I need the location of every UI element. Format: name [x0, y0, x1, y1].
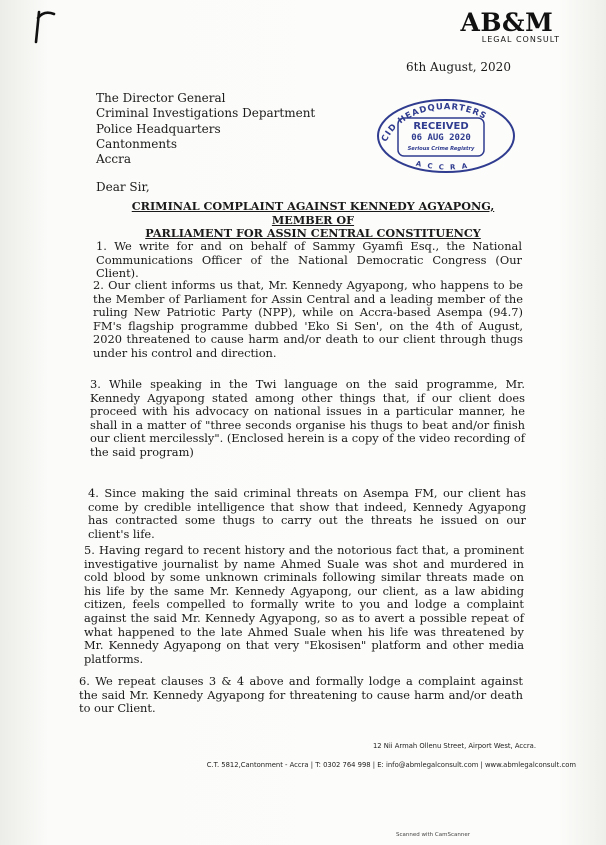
subject-line: CRIMINAL COMPLAINT AGAINST KENNEDY AGYAPONG, MEMBER OF [131, 199, 495, 227]
stamp-top-text: CID HEADQUARTERS [379, 102, 489, 144]
recipient-address [96, 91, 315, 167]
logo-tagline: LEGAL CONSULT [481, 35, 560, 44]
subject-heading [103, 200, 523, 241]
scanner-watermark: Scanned with CamScanner [396, 832, 470, 838]
stamp-date: 06 AUG 2020 [411, 133, 471, 143]
paragraph-1: 1. We write for and on behalf of Sammy Gyamfi Esq., the National Communications Officer of the National Democratic Congress (Our Client). [96, 239, 522, 281]
paragraph-5: 5. Having regard to recent history and the notorious fact that, a prominent investigative journalist by name Ahmed Suale was shot and murdered in cold blood by some unknown criminals following similar threats made on his life by the same Mr. Kennedy Agyapong, our client, as a law abiding citizen, feels compelled to formally write to you and lodge a complaint against the said Mr. Kennedy Agyapong, so as to avert a possible repeat of what happened to the late Ahmed Suale when his life was threatened by Mr. Kennedy Agyapong on that very "Ekosisen" platform and other media platforms. [84, 543, 524, 666]
stamp-registry: Serious Crime Registry [407, 146, 475, 152]
recipient-line: The Director General [96, 91, 226, 105]
footer-contacts: C.T. 5812,Cantonment - Accra | T: 0302 764 998 | E: info@abmlegalconsult.com | www.abmlegalconsult.com [206, 761, 576, 769]
handwritten-mark [30, 8, 58, 44]
paragraph-4: 4. Since making the said criminal threats on Asempa FM, our client has come by credible intelligence that show that indeed, Kennedy Agyapong has contracted some thugs to carry out the threats he issued on our client's life. [88, 486, 526, 541]
letter-date: 6th August, 2020 [406, 60, 511, 74]
paragraph-2: 2. Our client informs us that, Mr. Kennedy Agyapong, who happens to be the Member of Parliament for Assin Central and a leading member of the ruling New Patriotic Party (NPP), while on Accra-based Asempa (94.7) FM's flagship programme dubbed 'Eko Si Sen', on the 4th of August, 2020 threatened to cause harm and/or death to our client through thugs under his control and direction. [93, 278, 523, 360]
stamp-received: RECEIVED [413, 121, 469, 132]
paragraph-6: 6. We repeat clauses 3 & 4 above and formally lodge a complaint against the said Mr. Kennedy Agyapong for threatening to cause harm and/or death to our Client. [79, 674, 523, 716]
salutation: Dear Sir, [96, 180, 150, 194]
received-stamp [370, 96, 518, 176]
paragraph-3: 3. While speaking in the Twi language on the said programme, Mr. Kennedy Agyapong stated among other things that, if our client does proceed with his advocacy on national issues in a particular manner, he shall in a matter of "three seconds organise his thugs to beat and/or finish our client mercilessly". (Enclosed herein is a copy of the video recording of the said program) [90, 377, 525, 459]
subject-line: PARLIAMENT FOR ASSIN CENTRAL CONSTITUENCY [145, 226, 481, 240]
footer-address: 12 Nii Armah Ollenu Street, Airport West, Accra. [372, 742, 536, 750]
recipient-line: Cantonments [96, 136, 178, 151]
stamp-bottom-text: A C C R A [415, 159, 470, 172]
recipient-line: Accra [96, 152, 131, 167]
firm-logo [454, 8, 560, 44]
logo-brand: AB&M [460, 8, 554, 37]
recipient-line: Criminal Investigations Department [96, 106, 316, 121]
recipient-line: Police Headquarters [96, 121, 221, 136]
